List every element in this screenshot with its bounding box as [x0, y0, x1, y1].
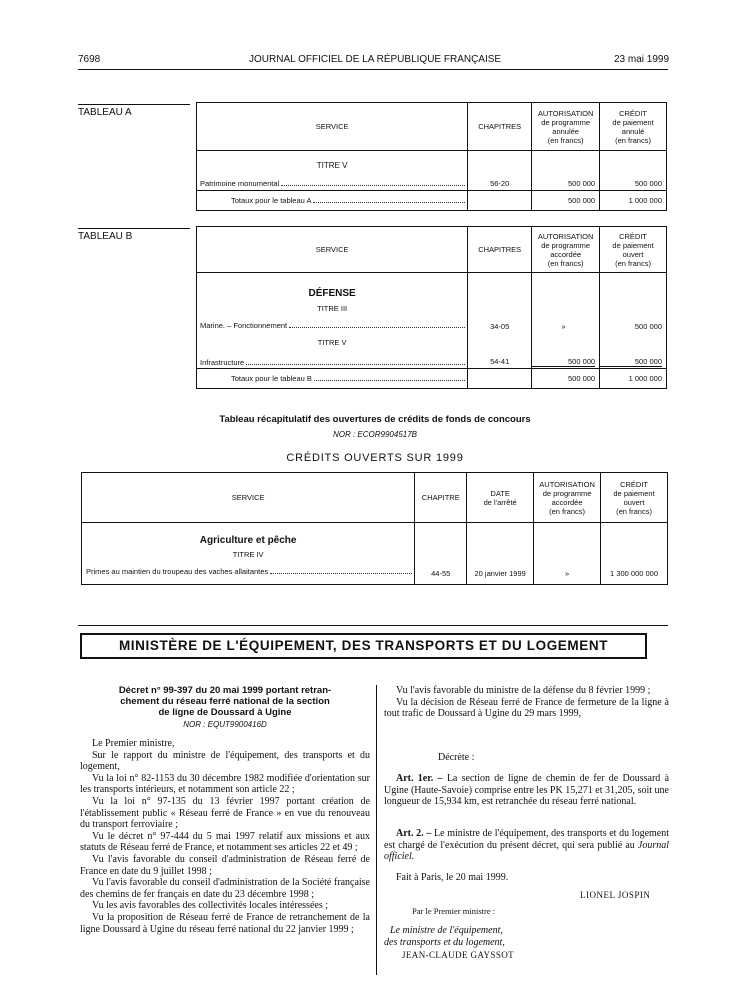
tableau-b-header-autorisation: AUTORISATION de programme accordée (en francs)	[532, 227, 600, 273]
recap-titre: TITRE IV	[232, 550, 264, 559]
tableau-b-total-autorisation: 500 000	[532, 369, 600, 389]
tableau-a-row-service: Patrimoine monumental	[200, 179, 280, 188]
minister-name: JEAN-CLAUDE GAYSSOT	[402, 950, 515, 960]
recap-row-autorisation: »	[534, 523, 601, 585]
recap-title: Tableau récapitulatif des ouvertures de crédits de fonds de concours	[219, 414, 531, 425]
tableau-b-row1-service: Marine. – Fonctionnement	[200, 321, 288, 330]
decree-paragraph: Vu la loi n° 97-135 du 13 février 1997 portant création de l'établissement public « Réseau ferré de France » en vue du renouveau du transport ferroviaire ;	[80, 795, 370, 831]
tableau-b-rule	[78, 228, 190, 229]
article-2	[384, 828, 669, 863]
decree-paragraph: Sur le rapport du ministre de l'équipement, des transports et du logement,	[80, 749, 370, 773]
issue-date: 23 mai 1999	[614, 54, 670, 65]
decree-paragraph: Vu la loi n° 82-1153 du 30 décembre 1982 modifiée d'orientation sur les transports intérieurs, et notamment son article 22 ;	[80, 772, 370, 796]
ministry-banner: MINISTÈRE DE L'ÉQUIPEMENT, DES TRANSPORTS ET DU LOGEMENT	[80, 633, 647, 659]
article-1-label: Art. 1er. –	[396, 773, 443, 784]
tableau-b-header-service: SERVICE	[197, 227, 468, 273]
decree-nor: NOR : EQUT9900416D	[183, 720, 267, 729]
recap-row-credit: 1 300 000 000	[601, 523, 668, 585]
article-2-text: Le ministre de l'équipement, des transports et du logement est chargé de l'exécution du présent décret, qui sera publié au	[384, 828, 670, 851]
recap-row-chapitre: 44-55	[415, 523, 467, 585]
tableau-b-row1-chapitre: 34-05	[490, 322, 510, 331]
credits-ouverts-title: CRÉDITS OUVERTS SUR 1999	[286, 452, 464, 464]
tableau-b-row2-autorisation: 500 000	[532, 357, 595, 367]
tableau-a-header-credit: CRÉDIT de paiement annulé (en francs)	[600, 103, 667, 151]
tableau-b-service-cell	[197, 273, 468, 369]
decree-title: Décret n° 99-397 du 20 mai 1999 portant retran- chement du réseau ferré national de la section de ligne de Doussard à Ugine	[118, 685, 332, 718]
recap-header-service: SERVICE	[82, 473, 415, 523]
decree-paragraph: Le Premier ministre,	[92, 738, 175, 749]
tableau-a-service-cell	[197, 151, 468, 191]
tableau-a-titre: TITRE V	[316, 161, 348, 170]
recap-header-date: DATE de l'arrêté	[467, 473, 534, 523]
tableau-b-table	[196, 226, 667, 389]
decree-paragraph: Vu l'avis favorable du conseil d'administration de la Société française des chemins de fer français en date du 23 décembre 1998 ;	[80, 877, 370, 900]
decree-paragraph: Vu l'avis favorable du ministre de la défense du 8 février 1999 ;	[396, 685, 651, 696]
page-number: 7698	[78, 54, 101, 65]
tableau-a-table	[196, 102, 667, 211]
column-divider	[376, 685, 377, 975]
recap-service-cell	[82, 523, 415, 585]
article-2-label: Art. 2. –	[396, 828, 432, 839]
decree-left-column	[80, 738, 370, 935]
recap-header-autorisation: AUTORISATION de programme accordée (en francs)	[534, 473, 601, 523]
tableau-b-row2-service: Infrastructure	[200, 358, 245, 367]
tableau-b-titre-v: TITRE V	[317, 338, 347, 347]
article-2-journal: Journal officiel.	[384, 839, 670, 863]
decrete: Décrète :	[438, 752, 475, 763]
decree-paragraph: Vu les avis favorables des collectivités locales intéressées ;	[92, 900, 328, 912]
recap-section: Agriculture et pêche	[199, 535, 297, 546]
recap-table	[81, 472, 668, 585]
decree-paragraph: Vu l'avis favorable du conseil d'administration de Réseau ferré de France en date du 9 juillet 1998 ;	[80, 853, 370, 877]
decree-paragraph: Vu la décision de Réseau ferré de France de fermeture de la ligne à tout trafic de Doussard à Ugine du 29 mars 1999,	[384, 696, 669, 720]
article-1	[384, 773, 669, 808]
minister-title-2: des transports et du logement,	[384, 937, 505, 948]
decree-right-column	[384, 685, 669, 720]
tableau-a-rule	[78, 104, 190, 105]
tableau-a-row-credit: 500 000	[600, 151, 667, 191]
tableau-a-header-autorisation: AUTORISATION de programme annulée (en francs)	[532, 103, 600, 151]
article-1-text: La section de ligne de chemin de fer de Doussard à Ugine (Haute-Savoie) comprise entre les PK 15,271 et 31,205, soit une longueur de 15,934 km, est retranchée du réseau ferré national.	[384, 773, 670, 808]
tableau-b-header-credit: CRÉDIT de paiement ouvert (en francs)	[600, 227, 667, 273]
tableau-a-row-autorisation: 500 000	[532, 151, 600, 191]
tableau-b-row2-chapitre: 54-41	[490, 357, 510, 366]
tableau-b-total-label: Totaux pour le tableau B	[231, 374, 312, 383]
tableau-b-section: DÉFENSE	[308, 288, 356, 299]
header-rule	[78, 69, 668, 70]
decree-paragraph: Vu le décret n° 97-444 du 5 mai 1997 relatif aux missions et aux statuts de Réseau ferré de France, et notamment ses articles 22 et 49 ;	[80, 830, 370, 854]
recap-header-credit: CRÉDIT de paiement ouvert (en francs)	[601, 473, 668, 523]
recap-header-chapitre: CHAPITRE	[415, 473, 467, 523]
recap-nor: NOR : ECOR9904517B	[332, 430, 418, 439]
signature-jospin: LIONEL JOSPIN	[580, 890, 651, 900]
tableau-b-row1-autorisation: »	[561, 322, 566, 331]
tableau-b-row2-credit: 500 000	[600, 357, 662, 367]
tableau-b-header-chapitres: CHAPITRES	[468, 227, 532, 273]
tableau-b-total-credit: 1 000 000	[600, 369, 667, 389]
tableau-a-row-chapitre: 56-20	[468, 151, 532, 191]
tableau-a-total-credit: 1 000 000	[600, 191, 667, 211]
tableau-a-header-service: SERVICE	[197, 103, 468, 151]
tableau-a-header-chapitres: CHAPITRES	[468, 103, 532, 151]
tableau-a-total-label: Totaux pour le tableau A	[231, 196, 312, 205]
tableau-b-label: TABLEAU B	[78, 231, 133, 242]
tableau-a-label: TABLEAU A	[78, 107, 132, 118]
recap-row-date: 20 janvier 1999	[467, 523, 534, 585]
ministry-rule	[78, 625, 668, 626]
tableau-b-titre-iii: TITRE III	[317, 304, 348, 313]
fait-a-paris: Fait à Paris, le 20 mai 1999.	[396, 872, 509, 883]
journal-title: JOURNAL OFFICIEL DE LA RÉPUBLIQUE FRANÇAISE	[249, 54, 502, 65]
recap-row-service: Primes au maintien du troupeau des vaches allaitantes	[86, 567, 269, 576]
tableau-b-row1-credit: 500 000	[634, 322, 662, 331]
par-le-premier-ministre: Par le Premier ministre :	[412, 906, 496, 916]
tableau-a-total-autorisation: 500 000	[532, 191, 600, 211]
minister-title-1: Le ministre de l'équipement,	[390, 925, 503, 936]
decree-paragraph: Vu la proposition de Réseau ferré de France de retranchement de la ligne Doussard à Ugine du réseau ferré national du 22 janvier 1999 ;	[80, 911, 370, 935]
